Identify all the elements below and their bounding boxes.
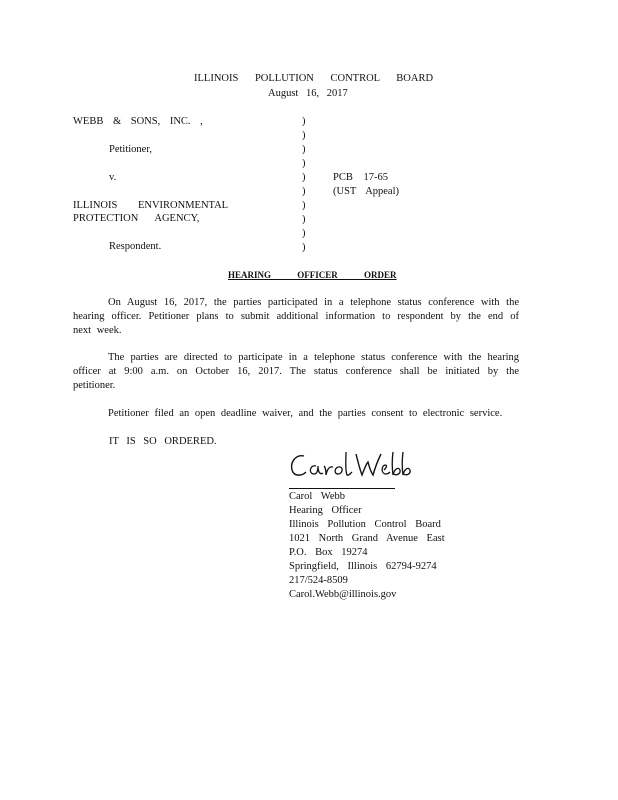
signer-organization: Illinois Pollution Control Board: [289, 519, 441, 530]
order-title: HEARING OFFICER ORDER: [228, 270, 397, 280]
respondent-name-line2: PROTECTION AGENCY,: [73, 213, 200, 224]
signer-title: Hearing Officer: [289, 505, 362, 516]
signature-line: [289, 488, 395, 489]
title-underline: [340, 279, 389, 280]
order-paragraph: The parties are directed to participate in a telephone status conference with the hearing officer at 9:00 a.m. on October 16, 2017. The status conference shall be initiated by the petitioner.: [73, 352, 519, 391]
caption-paren: ): [302, 130, 306, 141]
versus-label: v.: [109, 172, 117, 183]
petitioner-name: WEBB & SONS, INC. ,: [73, 116, 203, 127]
respondent-name-line1: ILLINOIS ENVIRONMENTAL: [73, 200, 229, 211]
caption-paren: ): [302, 228, 306, 239]
order-date: August 16, 2017: [268, 88, 348, 99]
caption-divider: [302, 115, 310, 255]
signer-email[interactable]: Carol.Webb@illinois.gov: [289, 589, 397, 600]
handwritten-signature: [286, 446, 416, 486]
order-paragraph: On August 16, 2017, the parties participated in a telephone status conference with the hearing officer. Petitioner plans to submit additional information to respondent by the end of next week.: [73, 297, 519, 336]
caption-paren: ): [302, 116, 306, 127]
caption-paren: ): [302, 172, 306, 183]
signer-city: Springfield, Illinois 62794-9274: [289, 561, 437, 572]
board-name: ILLINOIS POLLUTION CONTROL BOARD: [194, 73, 434, 84]
caption-paren: ): [302, 158, 306, 169]
caption-paren: ): [302, 144, 306, 155]
caption-paren: ): [302, 214, 306, 225]
caption-paren: ): [302, 200, 306, 211]
signature-block: [289, 490, 445, 602]
signer-po-box: P.O. Box 19274: [289, 547, 368, 558]
signer-phone: 217/524-8509: [289, 575, 348, 586]
case-number: PCB 17-65: [333, 172, 388, 183]
signer-address: 1021 North Grand Avenue East: [289, 533, 445, 544]
caption-paren: ): [302, 186, 306, 197]
closing-statement: IT IS SO ORDERED.: [109, 436, 217, 447]
respondent-role: Respondent.: [109, 241, 162, 252]
order-paragraph: Petitioner filed an open deadline waiver, and the parties consent to electronic service.: [108, 408, 503, 419]
signer-name: Carol Webb: [289, 491, 345, 502]
petitioner-role: Petitioner,: [109, 144, 153, 155]
caption-paren: ): [302, 242, 306, 253]
case-type: (UST Appeal): [333, 186, 400, 197]
